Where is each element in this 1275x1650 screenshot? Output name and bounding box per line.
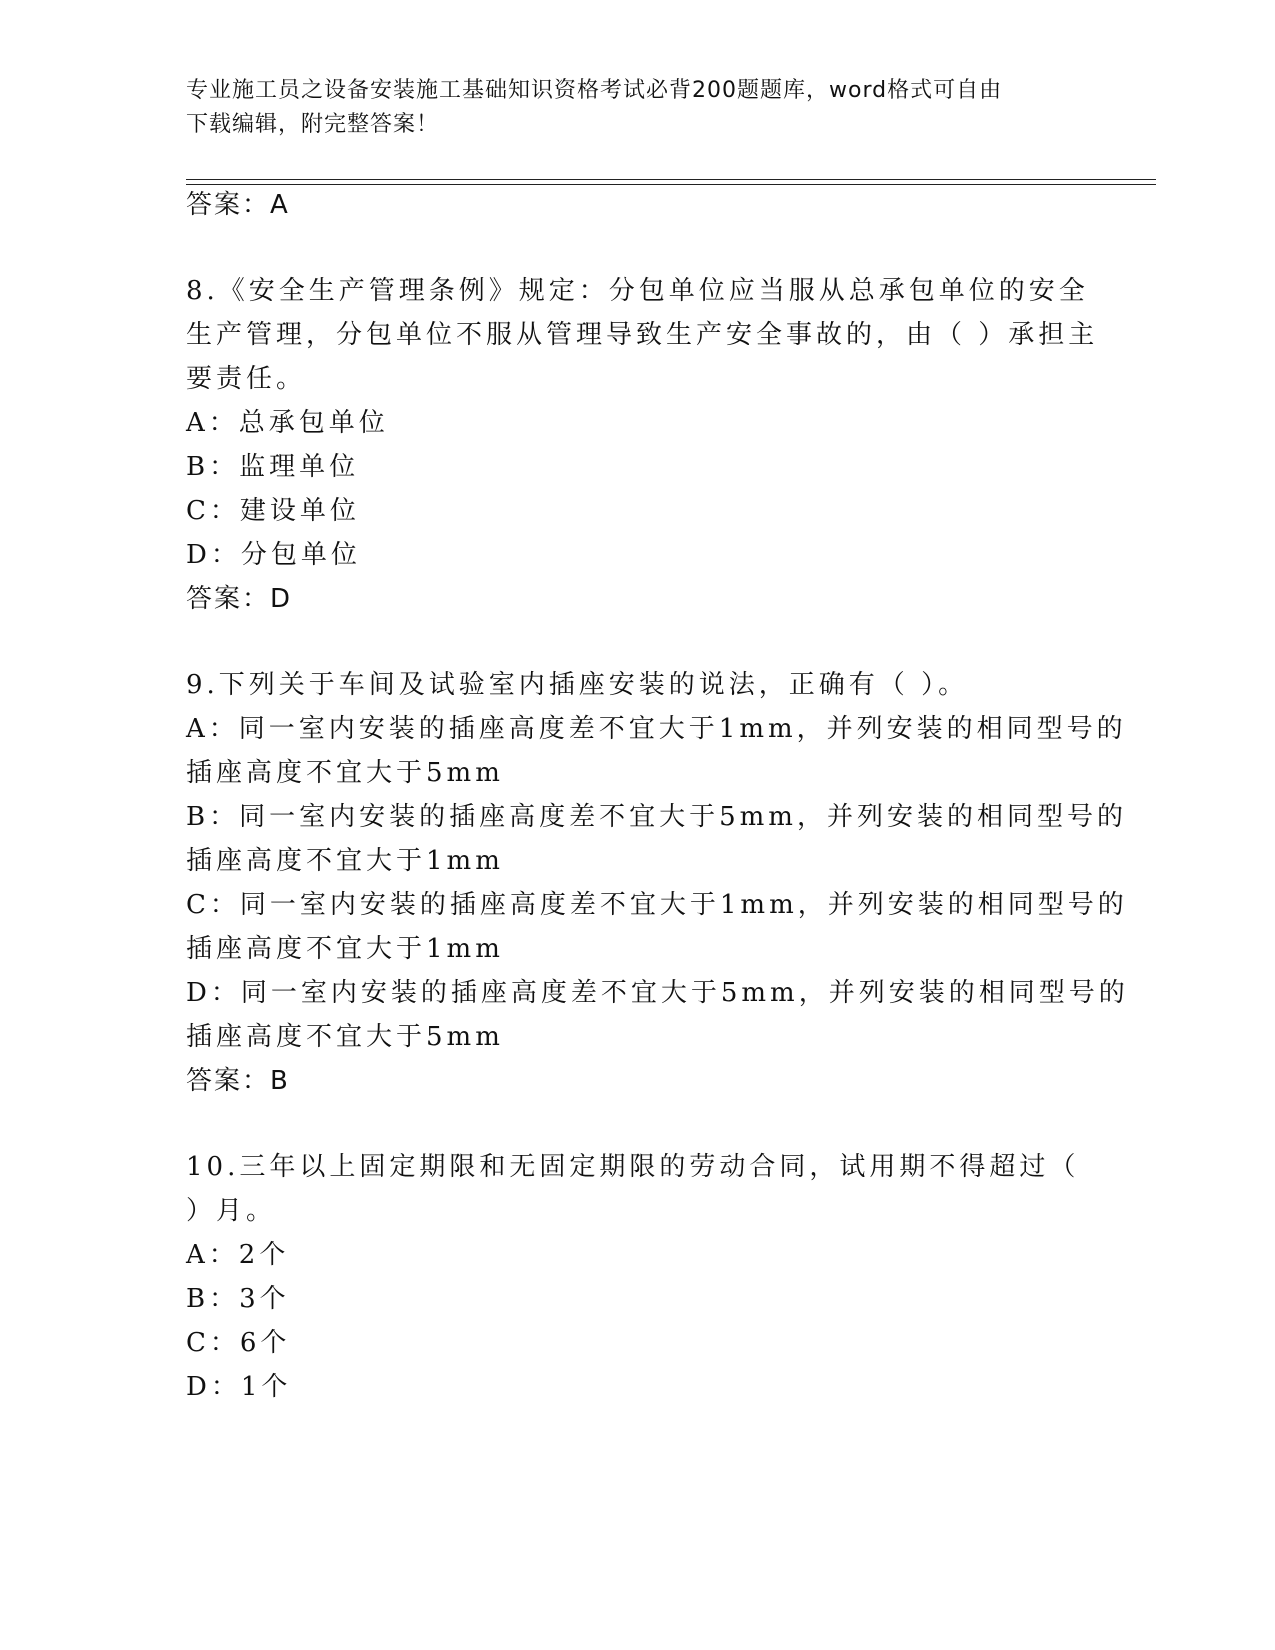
q9-stem-line-1: 9.下列关于车间及试验室内插座安装的说法，正确有（ ）。 — [186, 670, 969, 700]
q9-option-b-line-1: B：同一室内安装的插座高度差不宜大于5mm，并列安装的相同型号的 — [186, 802, 1127, 832]
q8-option-c: C：建设单位 — [186, 496, 360, 526]
q10-option-a: A：2个 — [186, 1240, 290, 1270]
q8-stem-line-3: 要责任。 — [186, 364, 307, 394]
q9-option-a-line-1: A：同一室内安装的插座高度差不宜大于1mm，并列安装的相同型号的 — [186, 714, 1127, 744]
q9-option-d-line-2: 插座高度不宜大于5mm — [186, 1022, 504, 1052]
q8-stem-line-2: 生产管理，分包单位不服从管理导致生产安全事故的，由（ ）承担主 — [186, 320, 1099, 350]
q8-answer: 答案：D — [186, 584, 293, 614]
answer-q7: 答案：A — [186, 190, 290, 220]
header-line-2: 下载编辑，附完整答案！ — [186, 112, 440, 137]
q8-option-a: A：总承包单位 — [186, 408, 389, 438]
q9-option-c-line-1: C：同一室内安装的插座高度差不宜大于1mm，并列安装的相同型号的 — [186, 890, 1128, 920]
header-line-1: 专业施工员之设备安装施工基础知识资格考试必背200题题库，word格式可自由 — [186, 78, 1003, 103]
header-rule-bottom — [186, 184, 1156, 185]
q10-option-b: B：3个 — [186, 1284, 290, 1314]
q10-option-c: C：6个 — [186, 1328, 291, 1358]
q10-stem-line-1: 10.三年以上固定期限和无固定期限的劳动合同，试用期不得超过（ — [186, 1152, 1080, 1182]
document-header — [186, 74, 1086, 142]
header-rule-top — [186, 179, 1156, 180]
q9-option-a-line-2: 插座高度不宜大于5mm — [186, 758, 504, 788]
q9-answer: 答案：B — [186, 1066, 290, 1096]
q8-option-b: B：监理单位 — [186, 452, 360, 482]
q9-option-b-line-2: 插座高度不宜大于1mm — [186, 846, 504, 876]
q9-option-c-line-2: 插座高度不宜大于1mm — [186, 934, 504, 964]
q10-option-d: D：1个 — [186, 1372, 292, 1402]
q8-option-d: D：分包单位 — [186, 540, 361, 570]
q9-option-d-line-1: D：同一室内安装的插座高度差不宜大于5mm，并列安装的相同型号的 — [186, 978, 1129, 1008]
q8-stem-line-1: 8.《安全生产管理条例》规定：分包单位应当服从总承包单位的安全 — [186, 276, 1089, 306]
q10-stem-line-2: ）月。 — [186, 1196, 277, 1226]
